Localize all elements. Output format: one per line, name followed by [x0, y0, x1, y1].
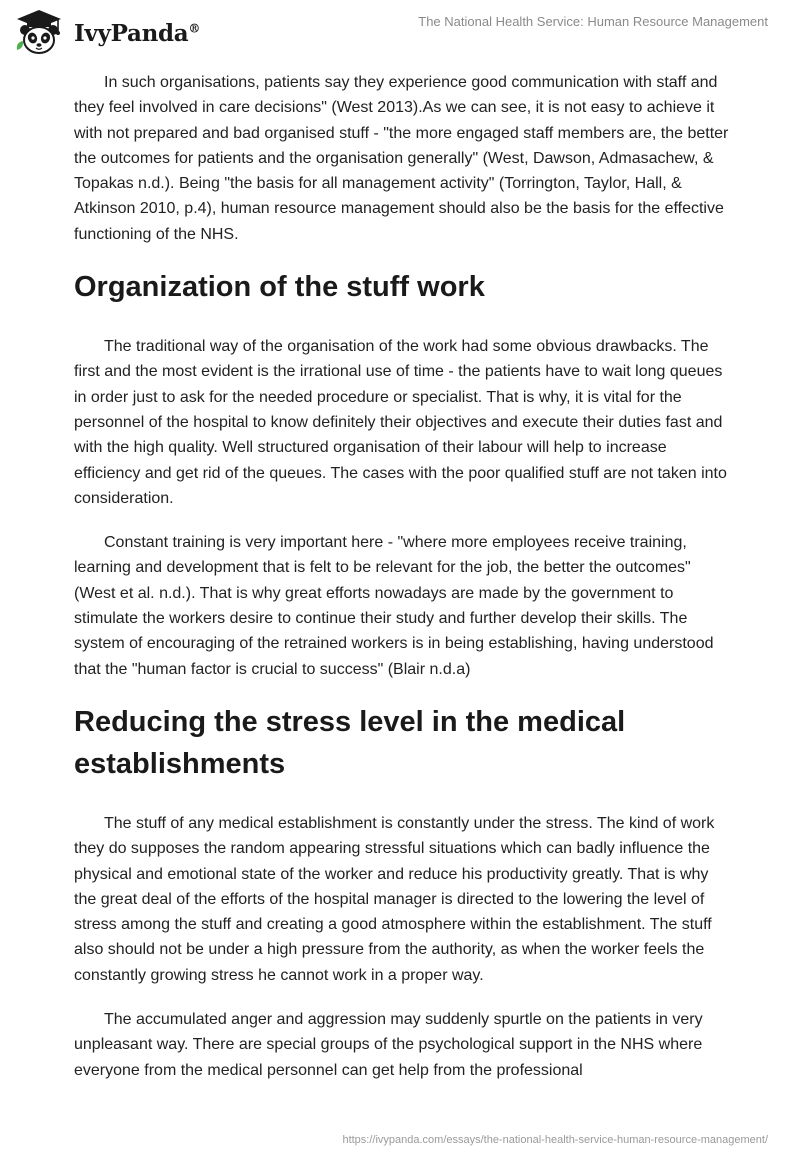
- brand-name: IvyPanda®: [74, 19, 201, 47]
- source-url[interactable]: https://ivypanda.com/essays/the-national-health-service-human-resource-management/: [342, 1134, 768, 1146]
- section-heading: Organization of the stuff work: [74, 271, 485, 304]
- paragraph: The stuff of any medical establishment is constantly under the stress. The kind of work they do supposes the random appearing stressful situations which can badly influence the physical and emotional state of the worker and reduce his productivity greatly. That is why the great deal of the efforts of the hospital manager is directed to the lowering the level of stress among the stuff and creating a good atmosphere within the establishment. The stuff also should not be under a high pressure from the authority, as when the worker feels the constantly growing stress he cannot work in a proper way.: [74, 814, 715, 984]
- running-title: The National Health Service: Human Resource Management: [418, 14, 768, 29]
- essay-content: [74, 70, 732, 1102]
- paragraph: Constant training is very important here - "where more employees receive training, learning and development that is felt to be relevant for the job, the better the outcomes" (West et al. n.d.). That is why great efforts nowadays are made by the government to stimulate the workers desire to continue their study and further develop their skills. The system of encouraging of the retrained workers is in being establishing, having understood that the "human factor is crucial to success" (Blair n.d.a): [74, 534, 714, 678]
- paragraph: The traditional way of the organisation of the work had some obvious drawbacks. The first and the most evident is the irrational use of time - the patients have to wait long queues in order just to ask for the needed procedure or specialist. That is why, it is vital for the personnel of the hospital to know definitely their objectives and execute their duties fast and with the high quality. Well structured organisation of their labour will help to increase efficiency and get rid of the queues. The cases with the poor qualified stuff are not taken into consideration.: [74, 338, 727, 507]
- page-header: [0, 0, 800, 70]
- section-heading: Reducing the stress level in the medical establishments: [74, 705, 626, 780]
- panda-graduate-icon: [14, 8, 64, 58]
- paragraph: In such organisations, patients say they experience good communication with staff and they feel involved in care decisions" (West 2013).As we can see, it is not easy to achieve it with not prepared and bad organised stuff - "the more engaged staff members are, the better the outcomes for patients and the organisation generally" (West, Dawson, Admasachew, & Topakas n.d.). Being "the basis for all management activity" (Torrington, Taylor, Hall, & Atkinson 2010, p.4), human resource management should also be the basis for the effective functioning of the NHS.: [74, 74, 729, 243]
- brand-logo[interactable]: [14, 8, 200, 58]
- paragraph: The accumulated anger and aggression may suddenly spurtle on the patients in very unpleasant way. There are special groups of the psychological support in the NHS where everyone from the medical personnel can get help from the professional: [74, 1011, 703, 1079]
